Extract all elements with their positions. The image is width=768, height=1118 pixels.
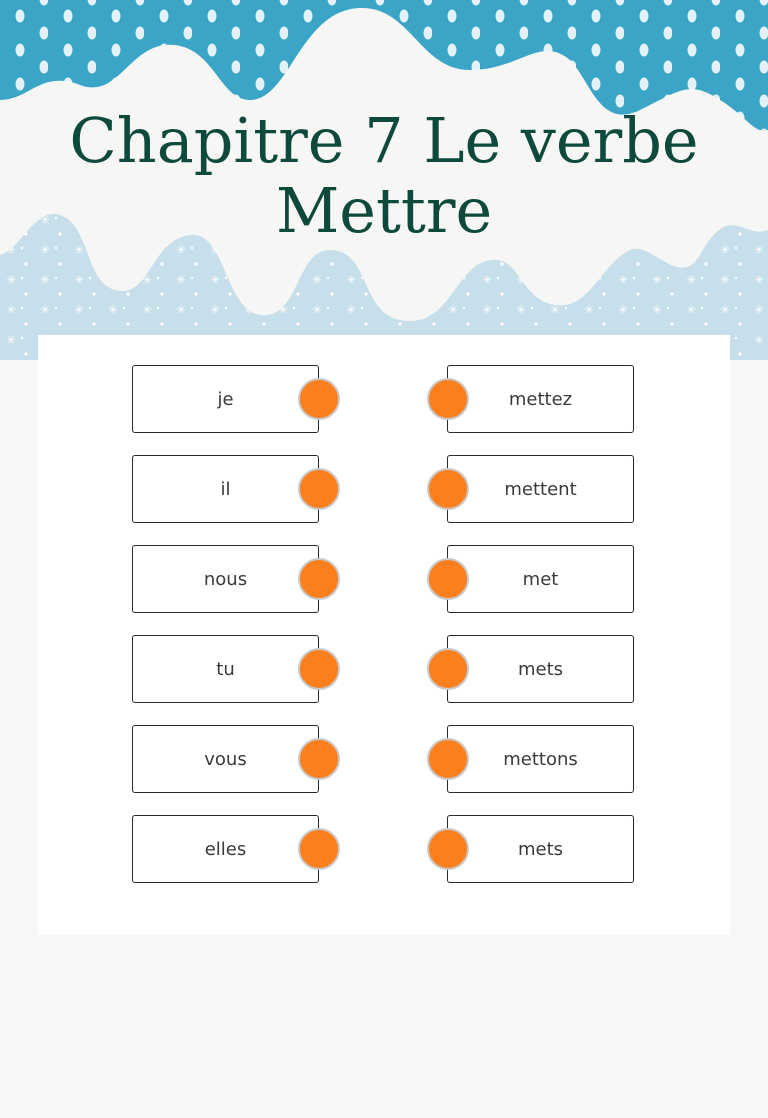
right-item-label: mets bbox=[517, 658, 564, 680]
right-item-box[interactable] bbox=[447, 545, 634, 613]
right-item-label: mets bbox=[517, 838, 564, 860]
left-item-box[interactable] bbox=[132, 725, 319, 793]
left-item-label: je bbox=[217, 388, 234, 410]
right-connector-dot[interactable] bbox=[427, 648, 469, 690]
right-item-box[interactable] bbox=[447, 455, 634, 523]
left-connector-dot[interactable] bbox=[298, 558, 340, 600]
left-connector-dot[interactable] bbox=[298, 378, 340, 420]
right-item-box[interactable] bbox=[447, 725, 634, 793]
right-connector-dot[interactable] bbox=[427, 738, 469, 780]
left-item-box[interactable] bbox=[132, 815, 319, 883]
right-item-label: mettez bbox=[508, 388, 573, 410]
right-connector-dot[interactable] bbox=[427, 828, 469, 870]
page-title: Chapitre 7 Le verbe Mettre bbox=[69, 104, 699, 247]
right-connector-dot[interactable] bbox=[427, 558, 469, 600]
right-item-box[interactable] bbox=[447, 635, 634, 703]
left-connector-dot[interactable] bbox=[298, 648, 340, 690]
left-item-label: vous bbox=[204, 748, 247, 770]
left-connector-dot[interactable] bbox=[298, 828, 340, 870]
left-item-label: elles bbox=[204, 838, 247, 860]
left-item-label: tu bbox=[216, 658, 235, 680]
right-item-label: mettent bbox=[504, 478, 577, 500]
right-item-label: mettons bbox=[503, 748, 578, 770]
right-connector-dot[interactable] bbox=[427, 378, 469, 420]
left-item-box[interactable] bbox=[132, 545, 319, 613]
right-item-box[interactable] bbox=[447, 365, 634, 433]
right-item-box[interactable] bbox=[447, 815, 634, 883]
left-item-box[interactable] bbox=[132, 635, 319, 703]
left-item-label: il bbox=[220, 478, 231, 500]
right-connector-dot[interactable] bbox=[427, 468, 469, 510]
left-item-box[interactable] bbox=[132, 365, 319, 433]
left-connector-dot[interactable] bbox=[298, 468, 340, 510]
matching-card bbox=[38, 335, 730, 935]
left-item-label: nous bbox=[203, 568, 248, 590]
left-connector-dot[interactable] bbox=[298, 738, 340, 780]
right-item-label: met bbox=[522, 568, 559, 590]
left-item-box[interactable] bbox=[132, 455, 319, 523]
